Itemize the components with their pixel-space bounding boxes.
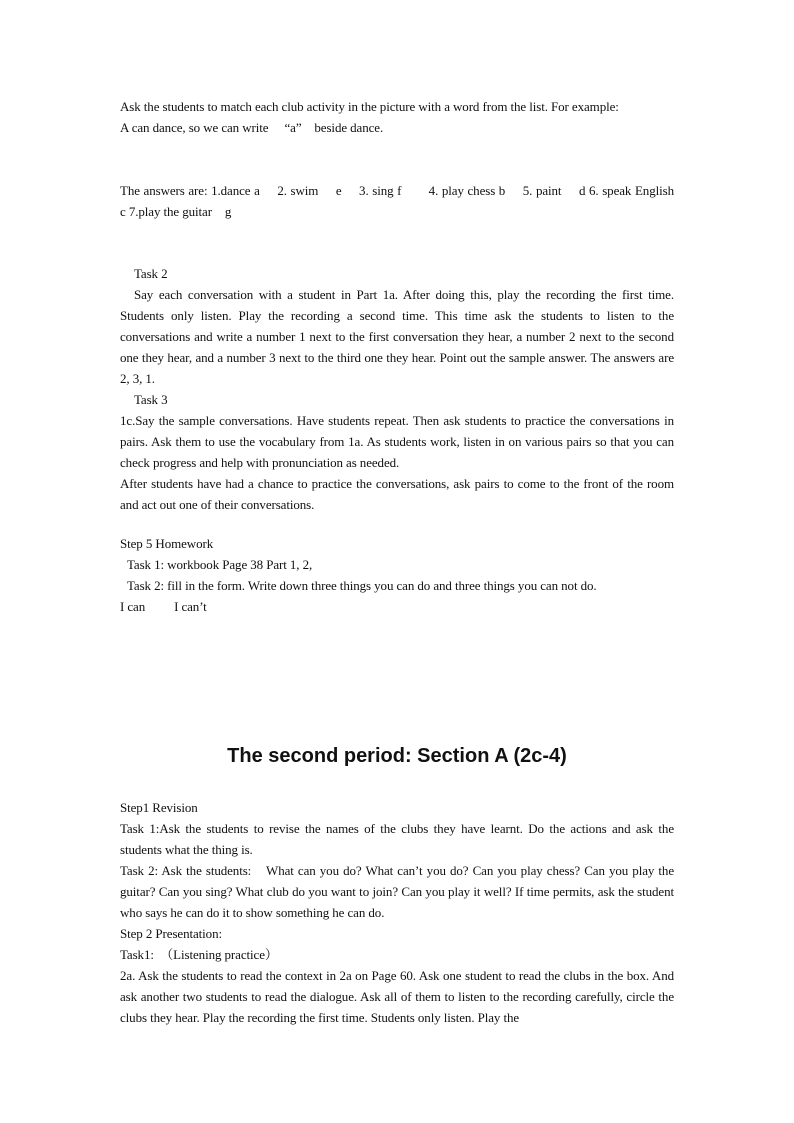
task2-heading: Task 2 — [134, 266, 168, 281]
period2-section — [120, 797, 674, 1028]
step2-heading: Step 2 Presentation: — [120, 926, 222, 941]
step5-task1: Task 1: workbook Page 38 Part 1, 2, — [127, 557, 313, 572]
step5-form: I can I can’t — [120, 599, 207, 614]
step2-body: 2a. Ask the students to read the context in 2a on Page 60. Ask one student to read the clubs in the box. And ask another two students to read the dialogue. Ask all of them to listen to the recording carefully, circle the clubs they hear. Play the recording the first time. Students only listen. Play the — [120, 968, 674, 1025]
task3-body-2: After students have had a chance to practice the conversations, ask pairs to come to the front of the room and act out one of their conversations. — [120, 476, 674, 512]
task3-body-1: 1c.Say the sample conversations. Have students repeat. Then ask students to practice the conversations in pairs. Ask them to use the vocabulary from 1a. As students work, listen in on various pairs so that you can check progress and help with pronunciation as needed. — [120, 413, 674, 470]
step1-task1: Task 1:Ask the students to revise the names of the clubs they have learnt. Do the actions and ask the students what the thing is. — [120, 821, 674, 857]
answers-paragraph — [120, 180, 691, 222]
intro-line-2: A can dance, so we can write “a” beside dance. — [120, 120, 384, 135]
answers-text: The answers are: 1.dance a 2. swim e 3. sing f 4. play chess b 5. paint d 6. speak English c 7.play the guitar g — [120, 183, 691, 219]
task3-heading: Task 3 — [134, 392, 168, 407]
step1-task2: Task 2: Ask the students: What can you do? What can’t you do? Can you play chess? Can you play the guitar? Can you sing? What club do you want to join? Can you play it well? If time permits, ask the student who says he can do it to show something he can do. — [120, 863, 674, 920]
step5-section — [120, 533, 674, 617]
intro-paragraph — [120, 96, 674, 138]
step5-task2: Task 2: fill in the form. Write down three things you can do and three things you can not do. — [127, 578, 597, 593]
step2-task1: Task1: （Listening practice） — [120, 947, 278, 962]
task2-body: Say each conversation with a student in Part 1a. After doing this, play the recording the first time. Students only listen. Play the recording a second time. This time ask the students to listen to the conversations and write a number 1 next to the first conversation they hear, a number 2 next to the second one they hear, and a number 3 next to the third one they hear. Point out the sample answer. The answers are 2, 3, 1. — [120, 287, 674, 386]
task2-section — [120, 263, 674, 515]
step5-heading: Step 5 Homework — [120, 536, 214, 551]
intro-line-1: Ask the students to match each club activity in the picture with a word from the list. For example: — [120, 99, 619, 114]
section-title: The second period: Section A (2c-4) — [227, 745, 567, 767]
step1-heading: Step1 Revision — [120, 800, 198, 815]
